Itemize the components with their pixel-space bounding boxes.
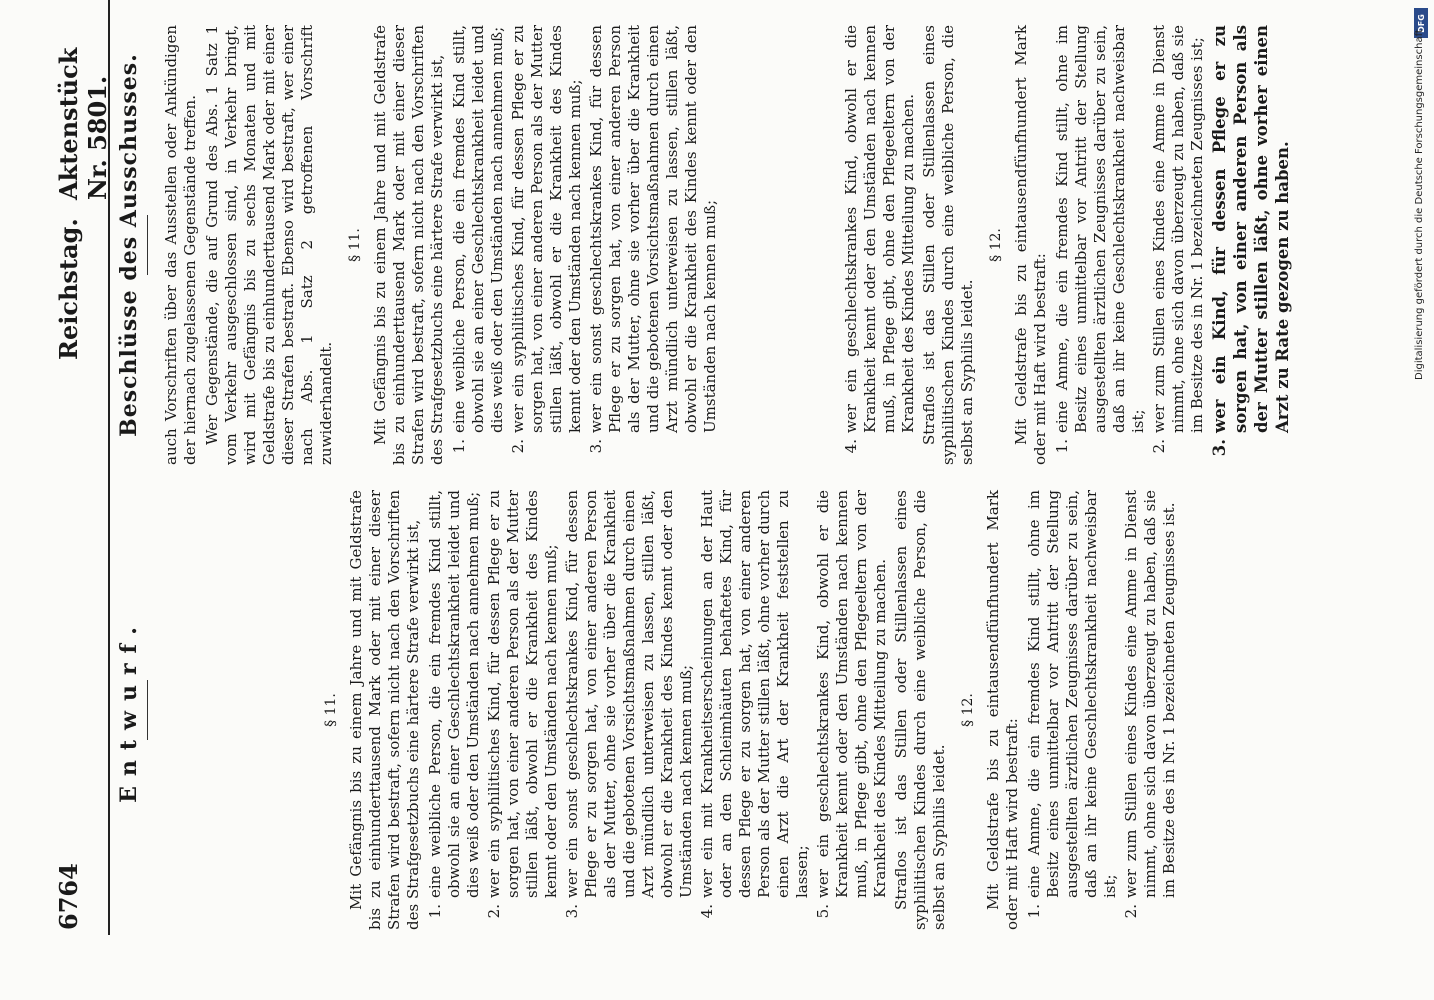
column-title-draft: Entwurf. [116, 617, 142, 803]
list-item: 1. eine weibliche Person, die ein fremdes Kind stillt, obwohl sie an einer Geschlechtskrankheit leidet und dies weiß oder den Umständen nach annehmen muß; [426, 490, 482, 919]
digitization-note: Digitalisierung gefördert durch die Deutsche Forschungsgemeinschaft [1414, 29, 1425, 380]
dfg-logo: DFG [1414, 8, 1428, 38]
section-12-intro: Mit Geldstrafe bis zu eintausendfünfhundert Mark oder mit Haft wird bestraft: [984, 490, 1021, 930]
column-committee [116, 25, 1295, 465]
section-11-intro: Mit Gefängnis bis zu einem Jahre und mit Geldstrafe bis zu einhunderttausend Mark oder mit einer dieser Strafen wird bestraft, sofern nicht nach den Vorschriften des Strafgesetzbuchs eine härtere Strafe verwirkt ist, [347, 490, 422, 930]
section-12-intro: Mit Geldstrafe bis zu eintausendfünfhundert Mark oder mit Haft wird bestraft: [1012, 25, 1049, 465]
section-11-closing: Straflos ist das Stillen oder Stillenlassen eines syphilitischen Kindes durch eine weibliche Person, die selbst an Syphilis leidet. [920, 25, 976, 465]
section-12-heading: § 12. [988, 228, 1004, 262]
list-item-added-bold: 3. wer ein Kind, für dessen Pflege er zu sorgen hat, von einer anderen Person als der Mutter stillen läßt, ohne vorher einen Arzt zu Rate gezogen zu haben. [1210, 25, 1292, 457]
section-11-intro: Mit Gefängnis bis zu einem Jahre und mit Geldstrafe bis zu einhunderttausend Mark oder mit einer dieser Strafen wird bestraft, sofern nicht nach den Vorschriften des Strafgesetzbuchs eine härtere Strafe verwirkt ist, [371, 25, 446, 465]
list-item: 1. eine Amme, die ein fremdes Kind stillt, ohne im Besitz eines unmittelbar vor Antritt der Stellung ausgestellten ärztlichen Zeugnisses darüber zu sein, daß an ihr keine Geschlechtskrankheit nachweisbar ist; [1053, 25, 1147, 454]
title-rule [147, 215, 148, 275]
list-item: 1. eine Amme, die ein fremdes Kind stillt, ohne im Besitz eines unmittelbar vor Antritt der Stellung ausgestellten ärztlichen Zeugnisses darüber zu sein, daß an ihr keine Geschlechtskrankheit nachweisbar ist; [1025, 490, 1119, 919]
list-item: 1. eine weibliche Person, die ein fremdes Kind stillt, obwohl sie an einer Geschlechtskrankheit leidet und dies weiß oder den Umständen nach annehmen muß; [450, 25, 506, 454]
section-11-heading: § 11. [347, 228, 363, 262]
list-item: 4. wer ein mit Krankheitserscheinungen an der Haut oder an den Schleimhäuten behaftetes Kind, für dessen Pflege er zu sorgen hat, von einer anderen Person als der Mutter stillen läßt, ohne vorher durch einen Arzt die Art der Krankheit feststellen zu lassen; [698, 490, 811, 919]
carry-over-paragraph: Wer Gegenstände, die auf Grund des Abs. 1 Satz 1 vom Verkehr ausgeschlossen sind, in Verkehr bringt, wird mit Gefängnis bis zu sechs Monaten und mit Geldstrafe bis zu einhunderttausend Mark oder mit einer dieser Strafen bestraft. Ebenso wird bestraft, wer einer nach Abs. 1 Satz 2 getroffenen Vorschrift zuwiderhandelt. [203, 25, 335, 465]
carry-over-text: auch Vorschriften über das Ausstellen oder Ankündigen der hiernach zugelassenen Gegenstände treffen. [162, 25, 199, 465]
page-number: 6764 [54, 863, 83, 930]
list-item: 2. wer ein syphilitisches Kind, für dessen Pflege er zu sorgen hat, von einer anderen Person als der Mutter stillen läßt, obwohl er die Krankheit des Kindes kennt oder den Umständen nach kennen muß; [485, 490, 560, 919]
list-item: 5. wer ein geschlechtskrankes Kind, obwohl er die Krankheit kennt oder den Umständen nach kennen muß, in Pflege gibt, ohne den Pflegeeltern von der Krankheit des Kindes Mitteilung zu machen. [814, 490, 889, 919]
section-11-heading: § 11. [323, 693, 339, 727]
column-title-committee: Beschlüsse des Ausschusses. [116, 53, 142, 437]
list-item: 4. wer ein geschlechtskrankes Kind, obwohl er die Krankheit kennt oder den Umständen nach kennen muß, in Pflege gibt, ohne den Pflegeeltern von der Krankheit des Kindes Mitteilung zu machen. [842, 25, 917, 454]
section-11-closing: Straflos ist das Stillen oder Stillenlassen eines syphilitischen Kindes durch eine weibliche Person, die selbst an Syphilis leidet. [892, 490, 948, 930]
journal-title: Reichstag. [54, 218, 83, 360]
column-draft [116, 490, 1181, 930]
title-rule [147, 680, 148, 740]
section-12-heading: § 12. [960, 693, 976, 727]
list-item: 2. wer zum Stillen eines Kindes eine Amme in Dienst nimmt, ohne sich davon überzeugt zu haben, daß sie im Besitze des in Nr. 1 bezeichneten Zeugnisses ist. [1122, 490, 1178, 919]
list-item: 2. wer zum Stillen eines Kindes eine Amme in Dienst nimmt, ohne sich davon überzeugt zu haben, daß sie im Besitze des in Nr. 1 bezeichneten Zeugnisses ist; [1150, 25, 1206, 454]
list-item: 3. wer ein sonst geschlechtskrankes Kind, für dessen Pflege er zu sorgen hat, von einer anderen Person als der Mutter, ohne sie vorher über die Krankheit und die gebotenen Vorsichtsmaßnahmen durch einen Arzt mündlich unterweisen zu lassen, stillen läßt, obwohl er die Krankheit des Kindes kennt oder den Umständen nach kennen muß; [563, 490, 695, 919]
list-item: 2. wer ein syphilitisches Kind, für dessen Pflege er zu sorgen hat, von einer anderen Person als der Mutter stillen läßt, obwohl er die Krankheit des Kindes kennt oder den Umständen nach kennen muß; [509, 25, 584, 454]
list-item: 3. wer ein sonst geschlechtskrankes Kind, für dessen Pflege er zu sorgen hat, von einer anderen Person als der Mutter, ohne sie vorher über die Krankheit und die gebotenen Vorsichtsmaßnahmen durch einen Arzt mündlich unterweisen zu lassen, stillen läßt, obwohl er die Krankheit des Kindes kennt oder den Umständen nach kennen muß; [587, 25, 719, 454]
document-number: Aktenstück Nr. 5801. [54, 47, 112, 200]
